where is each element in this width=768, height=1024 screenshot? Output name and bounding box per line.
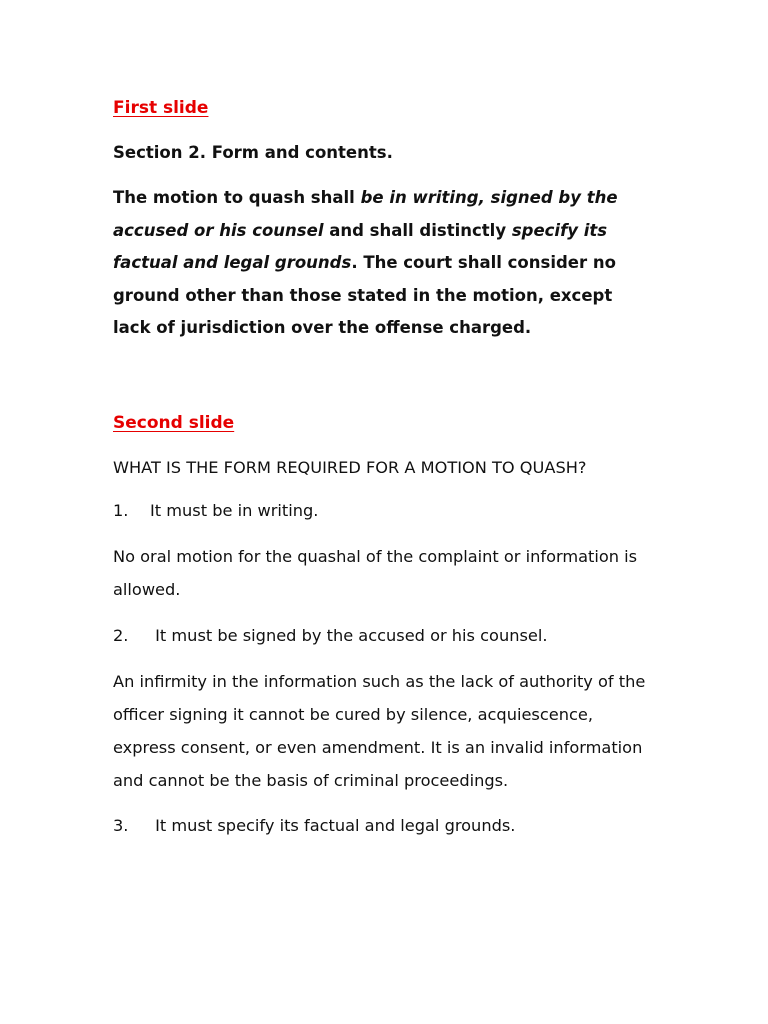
list-item-2 bbox=[113, 619, 653, 652]
paragraph-text-1: The motion to quash shall bbox=[113, 188, 361, 207]
list-item-number: 3. bbox=[113, 815, 129, 835]
paragraph-italic-1: be in writing, signed by the accused or his counsel bbox=[113, 188, 618, 240]
list-item-text: It must be in writing. bbox=[150, 500, 319, 520]
document-page bbox=[113, 92, 653, 842]
paragraph-text-3: . The court shall consider no ground other than those stated in the motion, except lack of jurisdiction over the offense charged. bbox=[113, 253, 616, 337]
paragraph-text-2: and shall distinctly bbox=[323, 220, 512, 240]
list-item-text: It must be signed by the accused or his counsel. bbox=[150, 625, 548, 645]
list-item-3 bbox=[113, 809, 653, 842]
list-item-2-note: An infirmity in the information such as the lack of authority of the officer signing it cannot be cured by silence, acquiescence, express consent, or even amendment. It is an invalid information and cannot be the basis of criminal proceedings. bbox=[113, 671, 646, 790]
list-item-1-note: No oral motion for the quashal of the complaint or information is allowed. bbox=[113, 546, 638, 599]
list-item-text: It must specify its factual and legal grounds. bbox=[150, 815, 516, 835]
question-text: WHAT IS THE FORM REQUIRED FOR A MOTION TO QUASH? bbox=[113, 457, 587, 477]
section-paragraph bbox=[113, 182, 653, 345]
second-slide-heading: Second slide bbox=[113, 412, 235, 433]
list-item-number: 1. bbox=[113, 500, 129, 520]
list-item-number: 2. bbox=[113, 625, 129, 645]
paragraph-italic-2: specify its factual and legal grounds bbox=[113, 220, 608, 272]
section-title: Section 2. Form and contents. bbox=[113, 143, 393, 162]
first-slide-heading: First slide bbox=[113, 98, 209, 118]
list-item-1 bbox=[113, 494, 653, 527]
